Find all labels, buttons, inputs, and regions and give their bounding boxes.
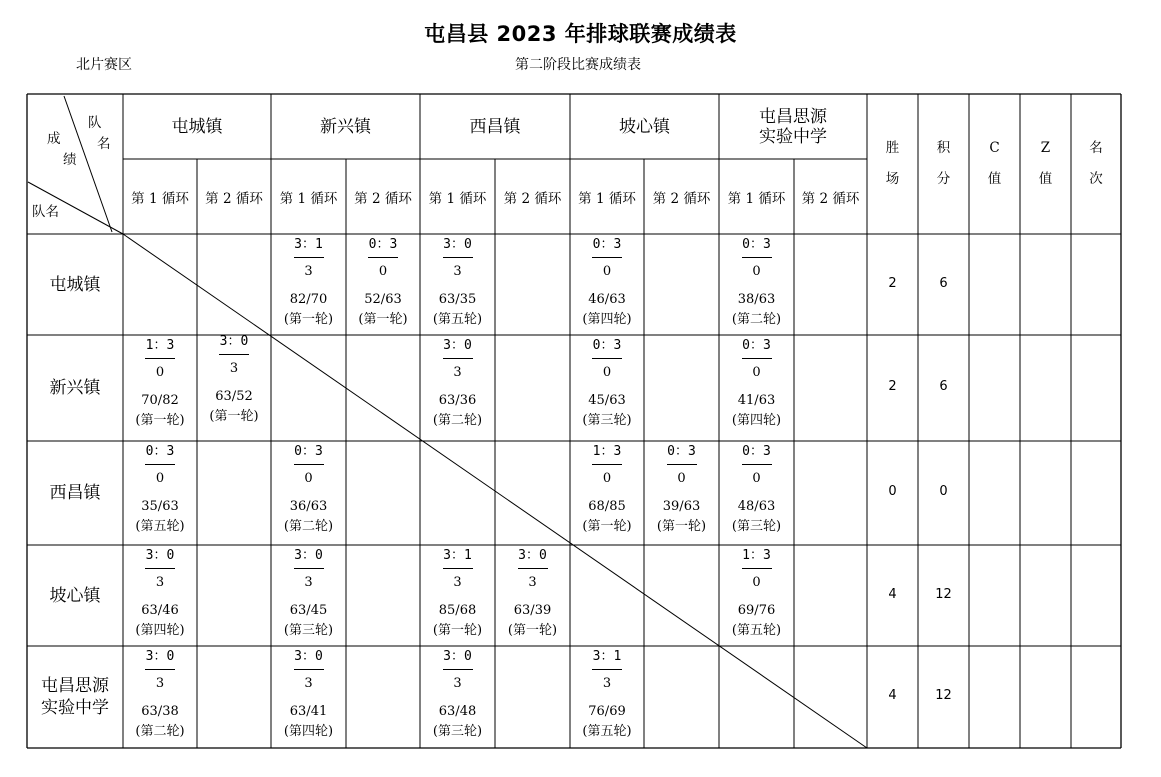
match-result-cell [123,443,197,536]
match-games-won: 0 [752,365,761,380]
match-point-total: 63/52 [215,389,253,404]
match-result-cell [720,337,794,430]
match-round: (第一轮) [507,623,558,638]
match-round: (第一轮) [283,312,334,327]
match-result-cell [570,337,644,430]
round-sub-header: 第 2 循环 [503,190,562,207]
wins-value: 2 [888,379,897,394]
match-round: (第一轮) [209,409,259,424]
points-value: 0 [939,484,948,499]
fraction-line [518,568,548,569]
match-games-won: 0 [752,575,761,590]
match-games-won: 3 [453,676,462,691]
match-round: (第四轮) [135,623,185,638]
match-games-won: 0 [752,471,761,486]
match-games-won: 3 [304,575,313,590]
match-point-total: 63/48 [438,704,477,719]
match-round: (第二轮) [135,724,185,739]
match-round: (第四轮) [731,413,782,428]
match-point-total: 63/41 [289,704,328,719]
match-games-won: 0 [378,264,388,279]
fraction-line [219,354,249,355]
match-set-score: 0：3 [742,237,771,252]
match-result-cell [496,547,570,640]
match-result-cell [272,236,346,329]
team-column-header: 屯城镇 [171,116,223,137]
corner-result-char: 成 [47,131,61,147]
match-games-won: 0 [602,264,612,279]
match-games-won: 3 [453,575,462,590]
fraction-line [742,568,772,569]
match-result-cell [272,648,346,741]
fraction-line [667,464,697,465]
points-header [918,133,969,195]
match-set-score: 3：0 [443,237,472,252]
match-round: (第五轮) [731,623,782,638]
match-games-won: 3 [304,676,313,691]
match-set-score: 0：3 [368,237,398,252]
c-value-header [969,133,1020,195]
match-result-cell [570,648,644,741]
row-team-header: 西昌镇 [49,483,101,503]
corner-team-char: 队 [88,115,102,131]
match-point-total: 48/63 [737,499,776,514]
match-set-score: 0：3 [294,444,323,459]
match-set-score: 0：3 [667,444,696,459]
match-round: (第三轮) [432,724,483,739]
fraction-line [443,568,473,569]
match-set-score: 0：3 [145,444,175,459]
match-result-cell [720,236,794,329]
match-set-score: 3：0 [219,334,249,349]
match-round: (第二轮) [731,312,782,327]
match-games-won: 0 [752,264,761,279]
match-result-cell [123,337,197,430]
points-value: 6 [939,379,948,394]
match-round: (第四轮) [283,724,334,739]
match-games-won: 0 [155,471,165,486]
fraction-line [592,257,622,258]
match-set-score: 3：0 [145,649,175,664]
fraction-line [742,358,772,359]
wins-value: 4 [888,688,897,703]
round-sub-header: 第 1 循环 [727,190,786,207]
wins-value: 4 [888,586,897,602]
round-sub-header: 第 2 循环 [801,190,860,207]
match-round: (第五轮) [432,312,483,327]
team-column-header-line: 屯昌思源 [759,106,827,127]
match-set-score: 1：3 [742,548,771,563]
team-column-header: 坡心镇 [619,116,670,137]
match-point-total: 63/35 [438,292,477,307]
match-point-total: 41/63 [737,393,776,408]
team-column-header [719,94,867,159]
row-team-header-line: 实验中学 [41,698,109,718]
c-value-header-char: 值 [987,171,1002,187]
row-team-header [27,646,123,748]
match-set-score: 3：1 [592,649,622,664]
team-column-header: 西昌镇 [469,116,521,137]
fraction-line [742,464,772,465]
match-round: (第一轮) [582,519,632,534]
z-value-header-char: Z [1040,140,1051,156]
match-games-won: 3 [155,575,165,590]
match-games-won: 3 [229,361,239,376]
match-round: (第五轮) [582,724,632,739]
match-point-total: 39/63 [662,499,701,514]
wins-header [867,133,918,195]
z-value-header [1020,133,1071,195]
row-team-header-line: 屯昌思源 [41,676,109,696]
match-point-total: 76/69 [588,704,626,719]
match-games-won: 0 [155,365,165,380]
round-sub-header: 第 1 循环 [428,190,487,207]
stage-label: 第二阶段比赛成绩表 [515,57,641,73]
wins-value: 2 [888,275,897,291]
match-set-score: 0：3 [592,338,622,353]
match-games-won: 3 [528,575,537,590]
match-round: (第一轮) [432,623,483,638]
round-sub-header: 第 2 循环 [205,190,263,207]
corner-team-char: 名 [97,136,111,152]
round-sub-header: 第 1 循环 [578,190,636,207]
fraction-line [294,257,324,258]
corner-team-label [88,113,111,155]
wins-header-char: 场 [885,171,900,187]
match-set-score: 3：0 [443,338,472,353]
match-point-total: 45/63 [588,393,626,408]
fraction-line [443,257,473,258]
match-result-cell [346,236,420,329]
match-round: (第二轮) [432,413,483,428]
region-label: 北片赛区 [76,57,132,73]
rank-header-char: 名 [1089,140,1103,156]
fraction-line [294,568,324,569]
fraction-line [145,464,175,465]
match-set-score: 0：3 [742,444,771,459]
match-games-won: 0 [677,471,686,486]
match-round: (第三轮) [283,623,334,638]
fraction-line [443,669,473,670]
match-round: (第一轮) [656,519,707,534]
match-point-total: 82/70 [289,292,328,307]
points-header-char: 积 [936,140,951,156]
fraction-line [368,257,398,258]
c-value-header-char: C [989,140,1000,156]
match-games-won: 3 [155,676,165,691]
row-team-header: 坡心镇 [49,585,101,606]
match-round: (第二轮) [283,519,334,534]
page-title: 屯昌县 2023 年排球联赛成绩表 [424,22,737,46]
match-round: (第三轮) [582,413,632,428]
match-result-cell [123,648,197,741]
round-sub-header: 第 2 循环 [354,190,412,207]
match-point-total: 35/63 [141,499,179,514]
match-point-total: 68/85 [588,499,626,514]
match-round: (第四轮) [582,312,632,327]
match-point-total: 70/82 [141,393,179,408]
points-value: 12 [935,586,952,602]
match-point-total: 63/45 [289,603,328,618]
fraction-line [592,358,622,359]
match-set-score: 3：0 [294,649,323,664]
match-point-total: 36/63 [289,499,328,514]
match-result-cell [197,333,271,426]
points-header-char: 分 [936,171,951,187]
match-point-total: 63/38 [141,704,179,719]
rank-header-char: 次 [1089,171,1103,187]
match-set-score: 3：0 [145,548,175,563]
match-point-total: 52/63 [364,292,402,307]
round-sub-header: 第 1 循环 [279,190,338,207]
round-sub-header: 第 1 循环 [131,190,189,207]
points-value: 6 [939,275,948,291]
team-column-header-line: 实验中学 [759,126,827,147]
match-point-total: 38/63 [737,292,776,307]
match-set-score: 3：0 [443,649,472,664]
match-round: (第一轮) [135,413,185,428]
corner-result-char: 绩 [63,152,77,168]
rank-header [1071,133,1121,195]
match-games-won: 3 [453,365,462,380]
fraction-line [742,257,772,258]
match-point-total: 69/76 [737,603,776,618]
match-point-total: 63/36 [438,393,477,408]
fraction-line [145,568,175,569]
round-sub-header: 第 2 循环 [652,190,711,207]
match-point-total: 85/68 [438,603,477,618]
match-result-cell [720,443,794,536]
match-result-cell [421,337,495,430]
match-result-cell [421,648,495,741]
match-result-cell [123,547,197,640]
fraction-line [145,669,175,670]
match-games-won: 0 [602,471,612,486]
fraction-line [443,358,473,359]
match-result-cell [570,236,644,329]
match-result-cell [421,547,495,640]
fraction-line [592,669,622,670]
fraction-line [592,464,622,465]
match-result-cell [272,443,346,536]
match-set-score: 3：0 [294,548,323,563]
wins-value: 0 [888,484,897,499]
match-set-score: 1：3 [145,338,175,353]
match-games-won: 3 [602,676,612,691]
match-set-score: 0：3 [592,237,622,252]
match-set-score: 3：1 [443,548,472,563]
corner-rowteam-label: 队名 [32,204,59,220]
match-round: (第一轮) [358,312,408,327]
team-column-header: 新兴镇 [320,116,371,137]
match-games-won: 3 [304,264,313,279]
match-result-cell [645,443,719,536]
wins-header-char: 胜 [885,140,900,156]
match-round: (第五轮) [135,519,185,534]
match-games-won: 0 [304,471,313,486]
z-value-header-char: 值 [1038,171,1053,187]
match-result-cell [272,547,346,640]
match-games-won: 3 [453,264,462,279]
match-set-score: 0：3 [742,338,771,353]
match-round: (第三轮) [731,519,782,534]
row-team-header: 新兴镇 [49,378,101,398]
fraction-line [294,464,324,465]
match-result-cell [570,443,644,536]
match-result-cell [720,547,794,640]
row-team-header: 屯城镇 [49,274,101,295]
fraction-line [294,669,324,670]
match-point-total: 63/39 [513,603,552,618]
match-point-total: 63/46 [141,603,179,618]
points-value: 12 [935,688,952,703]
match-result-cell [421,236,495,329]
fraction-line [145,358,175,359]
match-set-score: 1：3 [592,444,622,459]
corner-result-label [47,129,77,171]
match-set-score: 3：1 [294,237,323,252]
match-point-total: 46/63 [588,292,626,307]
match-set-score: 3：0 [518,548,547,563]
match-games-won: 0 [602,365,612,380]
